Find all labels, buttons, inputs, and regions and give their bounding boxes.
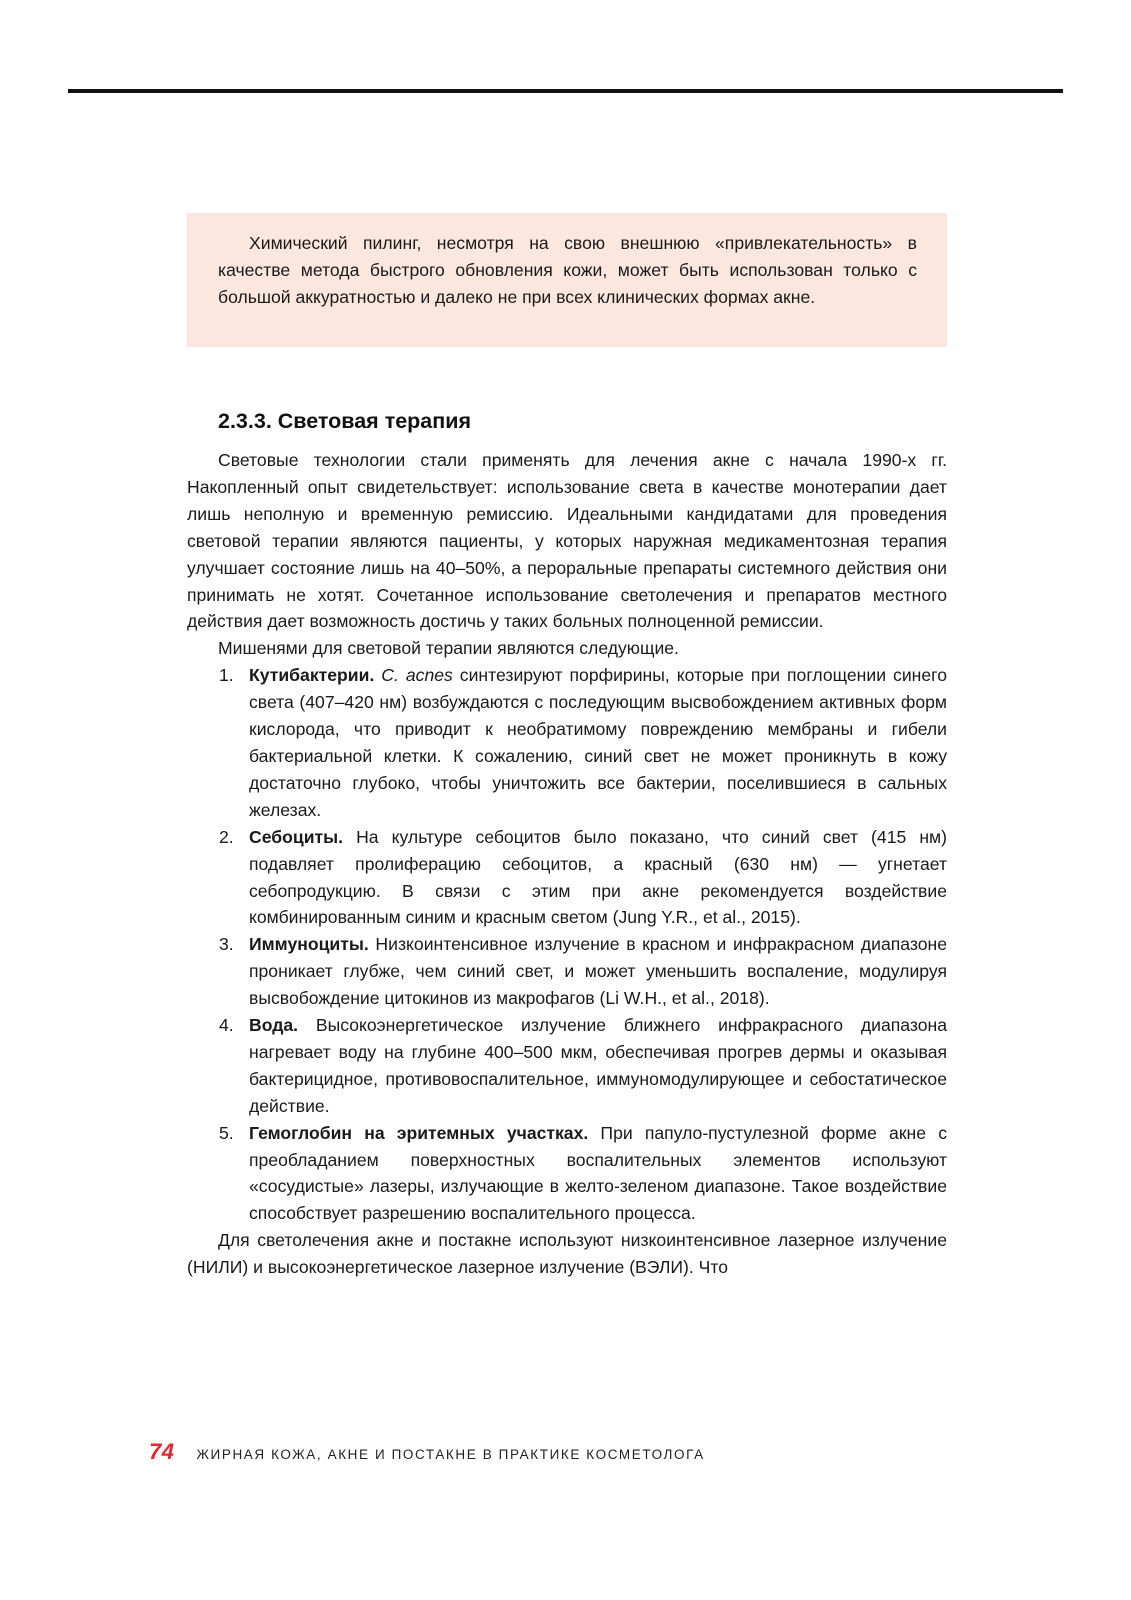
list-number: 2. [219, 826, 234, 847]
list-text: синтезируют порфирины, которые при поглощении синего света (407–420 нм) возбуждаются с последующим высвобождением активных форм кислорода, что приводит к необратимому повреждению мембраны и гибели бактериальной клетки. К сожалению, синий свет не может проникнуть в кожу достаточно глубоко, чтобы уничтожить все бактерии, поселившиеся в сальных железах. [249, 665, 947, 820]
callout-text: Химический пилинг, несмотря на свою внешнюю «привлекательность» в качестве метода быстрого обновления кожи, может быть использован только с большой аккуратностью и далеко не при всех клинических формах акне. [218, 233, 917, 307]
closing-paragraph: Для светолечения акне и постакне используют низкоинтенсивное лазерное излучение (НИЛИ) и высокоэнергетическое лазерное излучение (ВЭЛИ). Что [187, 1230, 947, 1278]
list-number: 4. [219, 1015, 234, 1036]
list-number: 5. [219, 1122, 234, 1143]
list-text: На культуре себоцитов было показано, что синий свет (415 нм) подавляет пролиферацию себоцитов, а красный (630 нм) — угнетает себопродукцию. В связи с этим при акне рекомендуется воздействие комбинированным синим и красным светом (Jung Y.R., et al., 2015). [249, 826, 947, 928]
list-text: Низкоинтенсивное излучение в красном и инфракрасном диапазоне проникает глубже, чем синий свет, и может уменьшить воспаление, модулируя высвобождение цитокинов из макрофагов (Li W.H., et al., 2018). [249, 934, 948, 1009]
callout-box [187, 213, 947, 347]
list-term: Вода. [249, 1015, 299, 1036]
list-term: Кутибактерии. [249, 665, 375, 686]
list-number: 1. [219, 665, 234, 686]
page-number: 74 [149, 1439, 175, 1464]
latin-name: C. acnes [381, 665, 453, 686]
list-text: Высокоэнергетическое излучение ближнего инфракрасного диапазона нагревает воду на глубине 400–500 мкм, обеспечивая прогрев дермы и оказывая бактерицидное, противовоспалительное, иммуномодулирующее и себостатическое действие. [249, 1015, 947, 1116]
list-item [219, 1120, 947, 1228]
targets-intro: Мишенями для световой терапии являются следующие. [218, 638, 679, 659]
list-term: Гемоглобин на эритемных участках. [249, 1122, 589, 1143]
list-term: Себоциты. [249, 826, 344, 847]
top-rule [68, 89, 1063, 93]
section-body [187, 447, 947, 1281]
page-footer [149, 1439, 705, 1465]
intro-paragraph: Световые технологии стали применять для лечения акне с начала 1990-х гг. Накопленный опыт свидетельствует: использование света в качестве монотерапии дает лишь неполную и временную ремиссию. Идеальными кандидатами для проведения световой терапии являются пациенты, у которых наружная медикаментозная терапия улучшает состояние лишь на 40–50%, а пероральные препараты системного действия они принимать не хотят. Сочетанное использование светолечения и препаратов местного действия дает возможность достичь у таких больных полноценной ремиссии. [187, 450, 947, 632]
list-item [219, 824, 947, 932]
running-title: ЖИРНАЯ КОЖА, АКНЕ И ПОСТАКНЕ В ПРАКТИКЕ КОСМЕТОЛОГА [196, 1447, 705, 1462]
list-number: 3. [219, 934, 234, 955]
list-item [219, 662, 947, 823]
section-title: 2.3.3. Световая терапия [218, 409, 472, 433]
list-term: Иммуноциты. [249, 934, 369, 955]
list-item [219, 931, 948, 1012]
targets-list [187, 662, 947, 1227]
list-text: При папуло-пустулезной форме акне с преобладанием поверхностных воспалительных элементов используют «сосудистые» лазеры, излучающие в желто-зеленом диапазоне. Такое воздействие способствует разрешению воспалительного процесса. [249, 1122, 947, 1224]
list-item [219, 1012, 947, 1120]
